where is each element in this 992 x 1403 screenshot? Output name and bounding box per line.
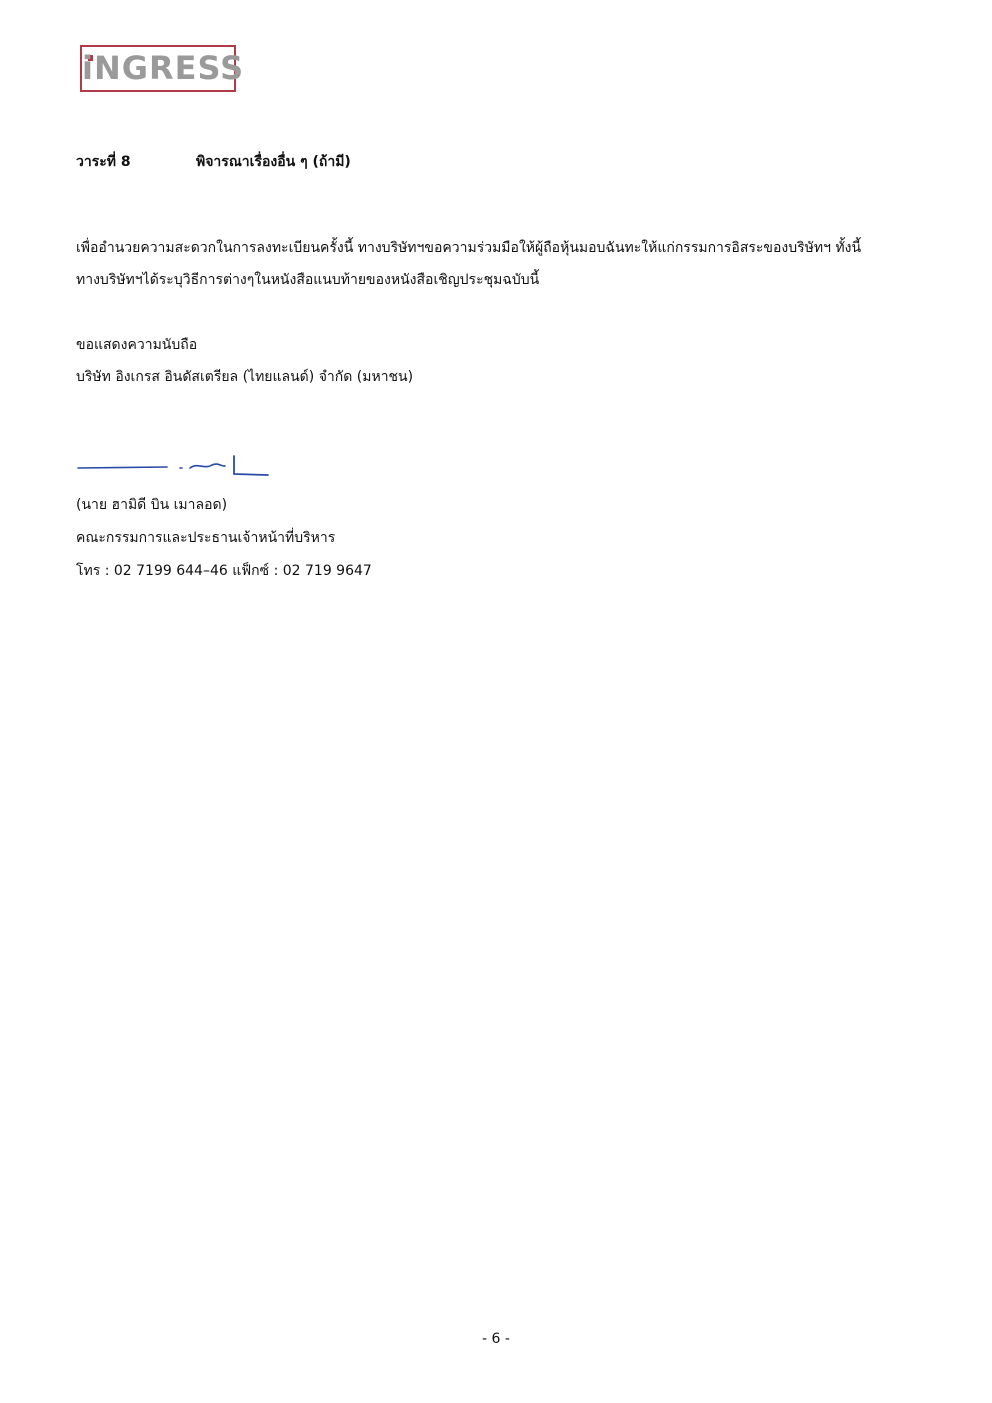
- closing-block: [76, 329, 413, 393]
- agenda-title: พิจารณาเรื่องอื่น ๆ (ถ้ามี): [196, 154, 351, 170]
- logo-text: iNGRESS: [82, 49, 245, 87]
- signature-stroke: [190, 464, 225, 468]
- company-name: บริษัท อิงเกรส อินดัสเตรียล (ไทยแลนด์) จำกัด (มหาชน): [76, 369, 414, 385]
- agenda-heading: [76, 150, 351, 174]
- signature-stroke: [234, 456, 268, 475]
- signature-stroke: [78, 467, 167, 468]
- signer-block: [76, 489, 372, 588]
- signer-contact: โทร : 02 7199 644–46 แฟ็กซ์ : 02 719 9647: [76, 563, 372, 579]
- closing-regards: ขอแสดงความนับถือ: [76, 337, 198, 353]
- paragraph-line: เพื่ออำนวยความสะดวกในการลงทะเบียนครั้งนี้ ทางบริษัทฯขอความร่วมมือให้ผู้ถือหุ้นมอบฉันทะให้แก่กรรมการอิสระของบริษัทฯ ทั้งนี้: [76, 240, 862, 256]
- paragraph-line: ทางบริษัทฯได้ระบุวิธีการต่างๆในหนังสือแนบท้ายของหนังสือเชิญประชุมฉบับนี้: [76, 272, 540, 288]
- agenda-number: วาระที่ 8: [76, 154, 131, 170]
- body-paragraph: [76, 232, 926, 296]
- company-logo: [80, 45, 245, 92]
- signature-image: [72, 440, 282, 485]
- signer-position: คณะกรรมการและประธานเจ้าหน้าที่บริหาร: [76, 530, 336, 546]
- signer-name: (นาย ฮามิดี บิน เมาลอด): [76, 497, 228, 513]
- page-number: - 6 -: [482, 1331, 510, 1347]
